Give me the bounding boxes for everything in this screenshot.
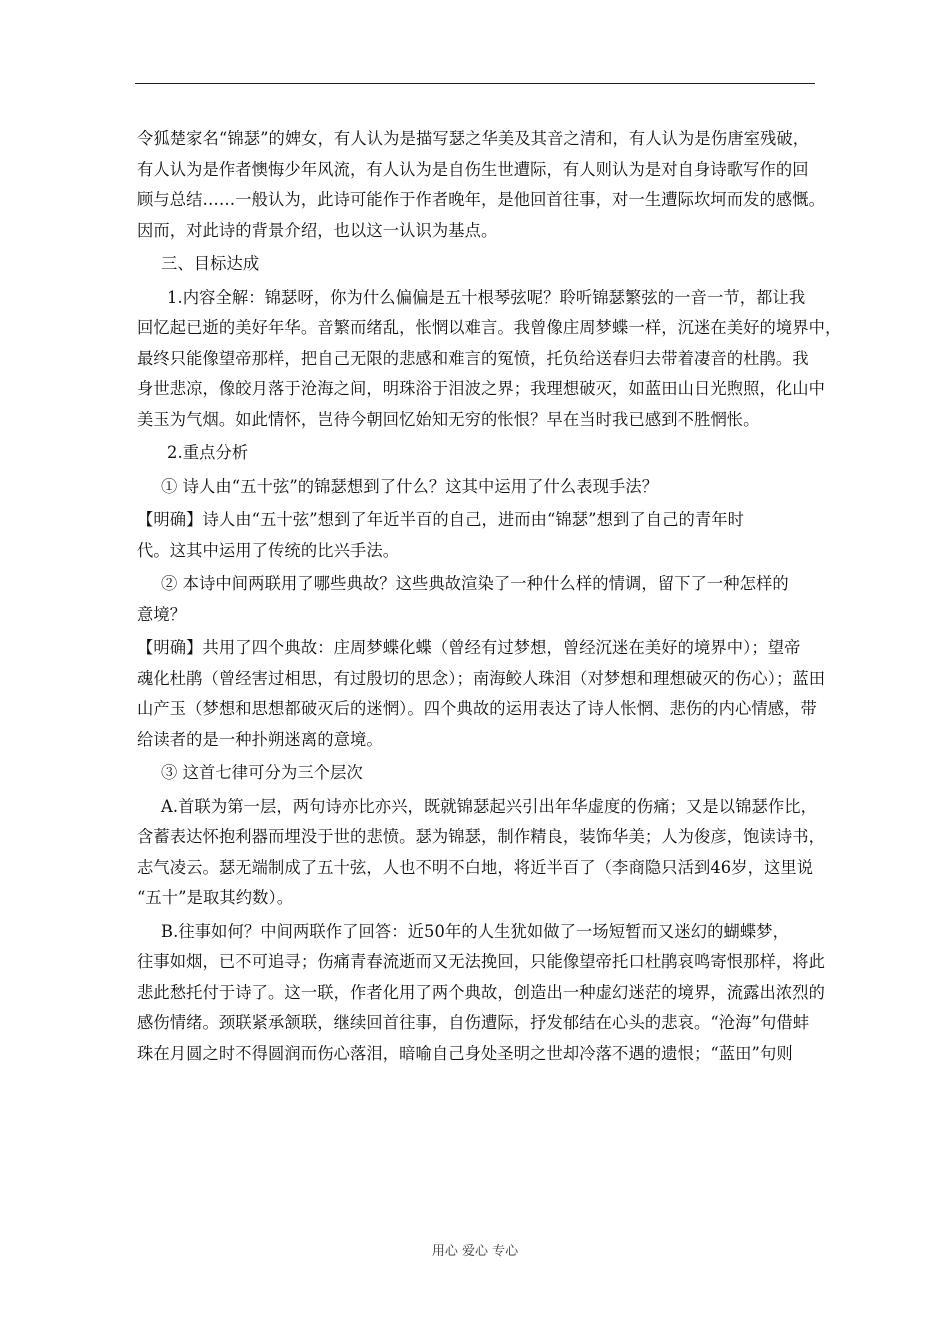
text-line: 1.内容全解：锦瑟呀，你为什么偏偏是五十根琴弦呢？聆听锦瑟繁弦的一音一节，都让我 (167, 287, 806, 307)
text-line: 2.重点分析 (167, 443, 249, 462)
document-body (137, 124, 842, 1072)
paragraph (137, 438, 827, 469)
text-line: 回忆起已逝的美好年华。音繁而绪乱，怅惘以难言。我曾像庄周梦蝶一样，沉迷在美好的境界中， (137, 318, 842, 337)
text-line: 因而，对此诗的背景介绍，也以这一认识为基点。 (137, 220, 498, 240)
paragraph (137, 283, 842, 436)
paragraph (137, 505, 827, 566)
text-line: 代。这其中运用了传统的比兴手法。 (137, 540, 400, 560)
text-line: 感伤情绪。颈联紧承颔联，继续回首往事，自伤遭际，抒发郁结在心头的悲哀。“沧海”句借蚌 (137, 1013, 810, 1032)
text-line: A.首联为第一层，两句诗亦比亦兴，既就锦瑟起兴引出年华虚度的伤痛；又是以锦瑟作比， (161, 796, 818, 816)
paragraph (137, 758, 827, 789)
text-line: 顾与总结……一般认为，此诗可能作于作者晚年，是他回首往事，对一生遭际坎坷而发的感慨。 (137, 190, 826, 209)
text-line: 悲此愁托付于诗了。这一联，作者化用了两个典故，创造出一种虚幻迷茫的境界，流露出浓烈的 (137, 982, 826, 1002)
text-line: 往事如烟，已不可追寻；伤痛青春流逝而又无法挽回，只能像望帝托口杜鹃哀鸣寄恨那样，将此 (137, 952, 826, 971)
text-line: ③ 这首七律可分为三个层次 (161, 763, 363, 782)
paragraph (137, 124, 827, 246)
text-line: 令狐楚家名“锦瑟”的婢女，有人认为是描写瑟之华美及其音之清和，有人认为是伤唐室残破， (137, 129, 810, 148)
text-line: 意境？ (137, 604, 187, 624)
text-line: “五十”是取其约数）。 (137, 888, 294, 907)
paragraph (137, 249, 827, 280)
text-line: 美玉为气烟。如此情怀，岂待今朝回忆始知无穷的怅恨？早在当时我已感到不胜惘怅。 (137, 409, 760, 429)
text-line: 珠在月圆之时不得圆润而伤心落泪，暗喻自己身处圣明之世却冷落不遇的遗恨；“蓝田”句则 (137, 1043, 793, 1063)
text-line: 有人认为是作者懊悔少年风流，有人认为是自伤生世遭际，有人则认为是对自身诗歌写作的回 (137, 159, 809, 179)
text-line: 志气凌云。瑟无端制成了五十弦，人也不明不白地，将近半百了（李商隐只活到46岁，这里说 (137, 857, 814, 877)
text-line: 三、目标达成 (161, 254, 260, 273)
text-line: 【明确】诗人由“五十弦”想到了年近半百的自己，进而由“锦瑟”想到了自己的青年时 (137, 510, 745, 529)
text-line: 最终只能像望帝那样，把自己无限的悲感和难言的冤愤，托负给送春归去带着凄音的杜鹃。我 (137, 348, 809, 368)
paragraph (137, 917, 827, 1070)
text-line: 给读者的是一种扑朔迷离的意境。 (137, 729, 383, 749)
paragraph (137, 472, 827, 503)
text-line: 魂化杜鹃（曾经害过相思，有过殷切的思念）；南海鲛人珠泪（对梦想和理想破灭的伤心）；蓝田 (137, 668, 826, 688)
paragraph (137, 633, 827, 755)
text-line: 身世悲凉，像皎月落于沧海之间，明珠浴于泪波之界；我理想破灭，如蓝田山日光煦照，化山中 (137, 379, 826, 398)
page-footer: 用心 爱心 专心 (431, 1244, 519, 1259)
paragraph (137, 569, 827, 630)
text-line: ① 诗人由“五十弦”的锦瑟想到了什么？这其中运用了什么表现手法？ (161, 476, 659, 496)
text-line: 山产玉（梦想和思想都破灭后的迷惘）。四个典故的运用表达了诗人怅惘、悲伤的内心情感，带 (137, 699, 817, 718)
text-line: B.往事如何？中间两联作了回答：近50年的人生犹如做了一场短暂而又迷幻的蝴蝶梦， (161, 921, 789, 941)
text-line: ② 本诗中间两联用了哪些典故？这些典故渲染了一种什么样的情调，留下了一种怎样的 (161, 574, 789, 593)
text-line: 含蓄表达怀抱利器而埋没于世的悲愤。瑟为锦瑟，制作精良，装饰华美；人为俊彦，饱读诗书， (137, 827, 826, 846)
text-line: 【明确】共用了四个典故：庄周梦蝶化蝶（曾经有过梦想，曾经沉迷在美好的境界中）；望帝 (137, 638, 801, 657)
header-rule (135, 83, 815, 84)
paragraph (137, 792, 827, 914)
